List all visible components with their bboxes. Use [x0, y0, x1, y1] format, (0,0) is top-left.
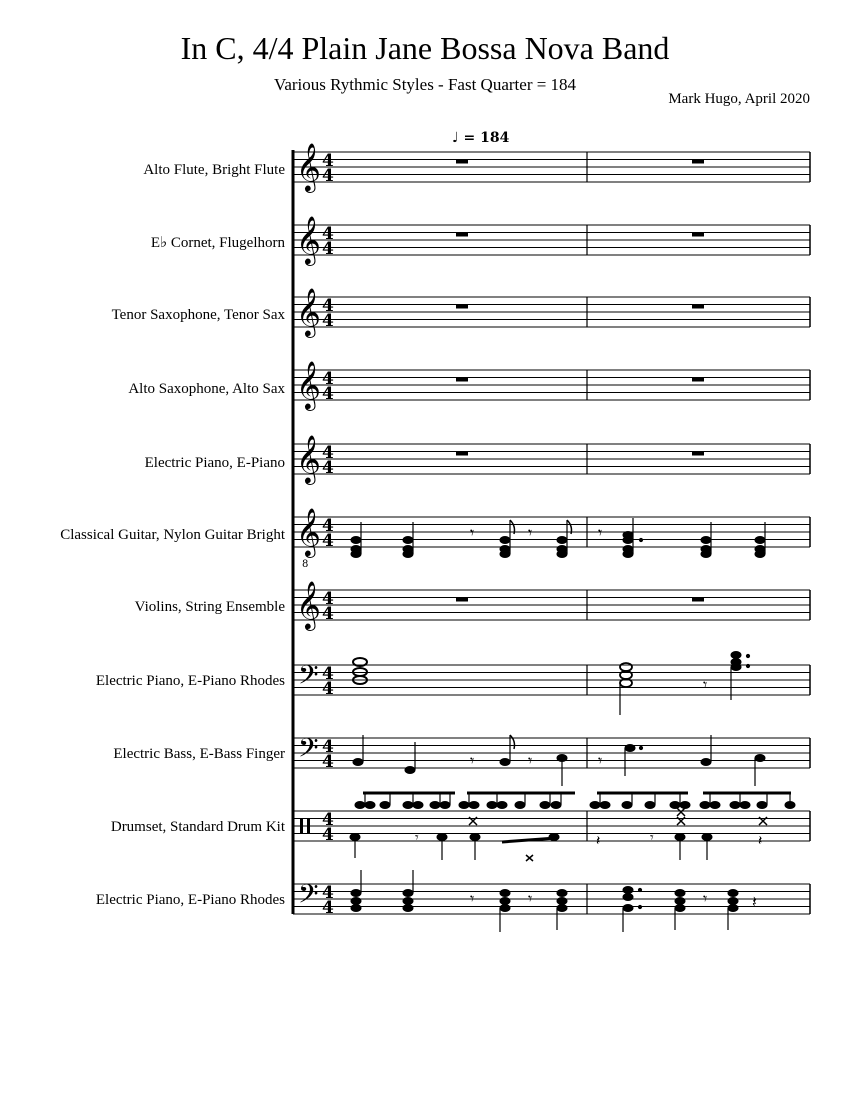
notation: [293, 150, 795, 932]
bass-clef-icon: 𝄢: [298, 659, 319, 697]
svg-text:𝄽: 𝄽: [752, 894, 757, 911]
whole-rest: [692, 305, 704, 309]
time-signature-bottom: 4: [322, 311, 334, 331]
time-signature-bottom: 4: [322, 679, 334, 699]
guitar-notes: [351, 518, 765, 558]
svg-text:𝄾: 𝄾: [703, 891, 708, 908]
whole-rest: [456, 378, 468, 382]
treble-clef-icon: 𝄞: [296, 215, 321, 264]
time-signature-top: 4: [322, 810, 334, 830]
time-signature-bottom: 4: [322, 384, 334, 404]
tempo-marking: ♩ = 184: [452, 130, 510, 146]
treble-clef-icon: 𝄞: [296, 360, 321, 409]
time-signature-top: 4: [322, 516, 334, 536]
svg-text:𝄾: 𝄾: [470, 525, 475, 542]
composer-credit: Mark Hugo, April 2020: [668, 91, 810, 107]
percussion-clef-icon: [307, 819, 310, 833]
svg-text:𝄾: 𝄾: [650, 831, 654, 846]
drum-notes: [350, 793, 795, 861]
instrument-label: Violins, String Ensemble: [134, 599, 285, 615]
whole-rest: [692, 598, 704, 602]
bass-notes: [353, 735, 765, 786]
svg-text:𝄾: 𝄾: [528, 525, 533, 542]
time-signature-top: 4: [322, 151, 334, 171]
whole-rest: [692, 160, 704, 164]
svg-text:𝄾: 𝄾: [703, 677, 708, 694]
treble-clef-icon: 𝄞: [296, 142, 321, 191]
time-signature-top: 4: [322, 737, 334, 757]
time-signature-top: 4: [322, 883, 334, 903]
instrument-label: Electric Piano, E-Piano Rhodes: [95, 892, 285, 908]
time-signature-bottom: 4: [322, 752, 334, 772]
score-subtitle: Various Rythmic Styles - Fast Quarter = 184: [273, 75, 577, 94]
svg-text:𝄾: 𝄾: [528, 891, 533, 908]
instrument-label: Tenor Saxophone, Tenor Sax: [111, 307, 285, 323]
time-signature-bottom: 4: [322, 898, 334, 918]
bass-clef-icon: 𝄢: [298, 878, 319, 916]
svg-text:𝄾: 𝄾: [470, 753, 475, 770]
instrument-label: Drumset, Standard Drum Kit: [110, 819, 285, 835]
rhodes2-notes: [351, 870, 757, 932]
time-signature-bottom: 4: [322, 604, 334, 624]
instrument-label: Classical Guitar, Nylon Guitar Bright: [60, 527, 285, 543]
instrument-label: Alto Flute, Bright Flute: [143, 162, 285, 178]
time-signature-top: 4: [322, 443, 334, 463]
whole-rest: [456, 598, 468, 602]
svg-text:𝄽: 𝄽: [758, 834, 763, 849]
percussion-clef-icon: [300, 819, 303, 833]
time-signature-bottom: 4: [322, 239, 334, 259]
score-title: In C, 4/4 Plain Jane Bossa Nova Band: [180, 30, 670, 66]
time-signature-bottom: 4: [322, 825, 334, 845]
svg-text:𝄾: 𝄾: [470, 891, 475, 908]
treble-clef-icon: 𝄞: [296, 434, 321, 483]
whole-rest: [456, 233, 468, 237]
whole-rest: [692, 452, 704, 456]
time-signature-top: 4: [322, 296, 334, 316]
time-signature-top: 4: [322, 664, 334, 684]
svg-text:𝄾: 𝄾: [598, 525, 603, 542]
treble-clef-icon: 𝄞: [296, 507, 321, 556]
whole-rest: [456, 452, 468, 456]
instrument-label: Electric Bass, E-Bass Finger: [113, 746, 285, 762]
svg-text:𝄽: 𝄽: [596, 834, 601, 849]
instrument-label: Electric Piano, E-Piano Rhodes: [95, 673, 285, 689]
whole-rest: [456, 160, 468, 164]
instrument-label: Electric Piano, E-Piano: [144, 455, 285, 471]
whole-rest: [692, 233, 704, 237]
instrument-label: E♭ Cornet, Flugelhorn: [150, 235, 285, 251]
whole-rest: [456, 305, 468, 309]
bass-clef-icon: 𝄢: [298, 732, 319, 770]
svg-text:𝄾: 𝄾: [528, 753, 533, 770]
svg-text:𝄾: 𝄾: [598, 753, 603, 770]
time-signature-top: 4: [322, 224, 334, 244]
treble-clef-icon: 𝄞: [296, 580, 321, 629]
treble-clef-icon: 𝄞: [296, 287, 321, 336]
svg-text:𝄾: 𝄾: [415, 831, 419, 846]
time-signature-bottom: 4: [322, 458, 334, 478]
time-signature-bottom: 4: [322, 166, 334, 186]
time-signature-top: 4: [322, 369, 334, 389]
octave-marker: 8: [302, 559, 309, 570]
instrument-label: Alto Saxophone, Alto Sax: [128, 381, 285, 397]
rhodes-notes: [353, 652, 750, 716]
time-signature-bottom: 4: [322, 531, 334, 551]
whole-rest: [692, 378, 704, 382]
time-signature-top: 4: [322, 589, 334, 609]
